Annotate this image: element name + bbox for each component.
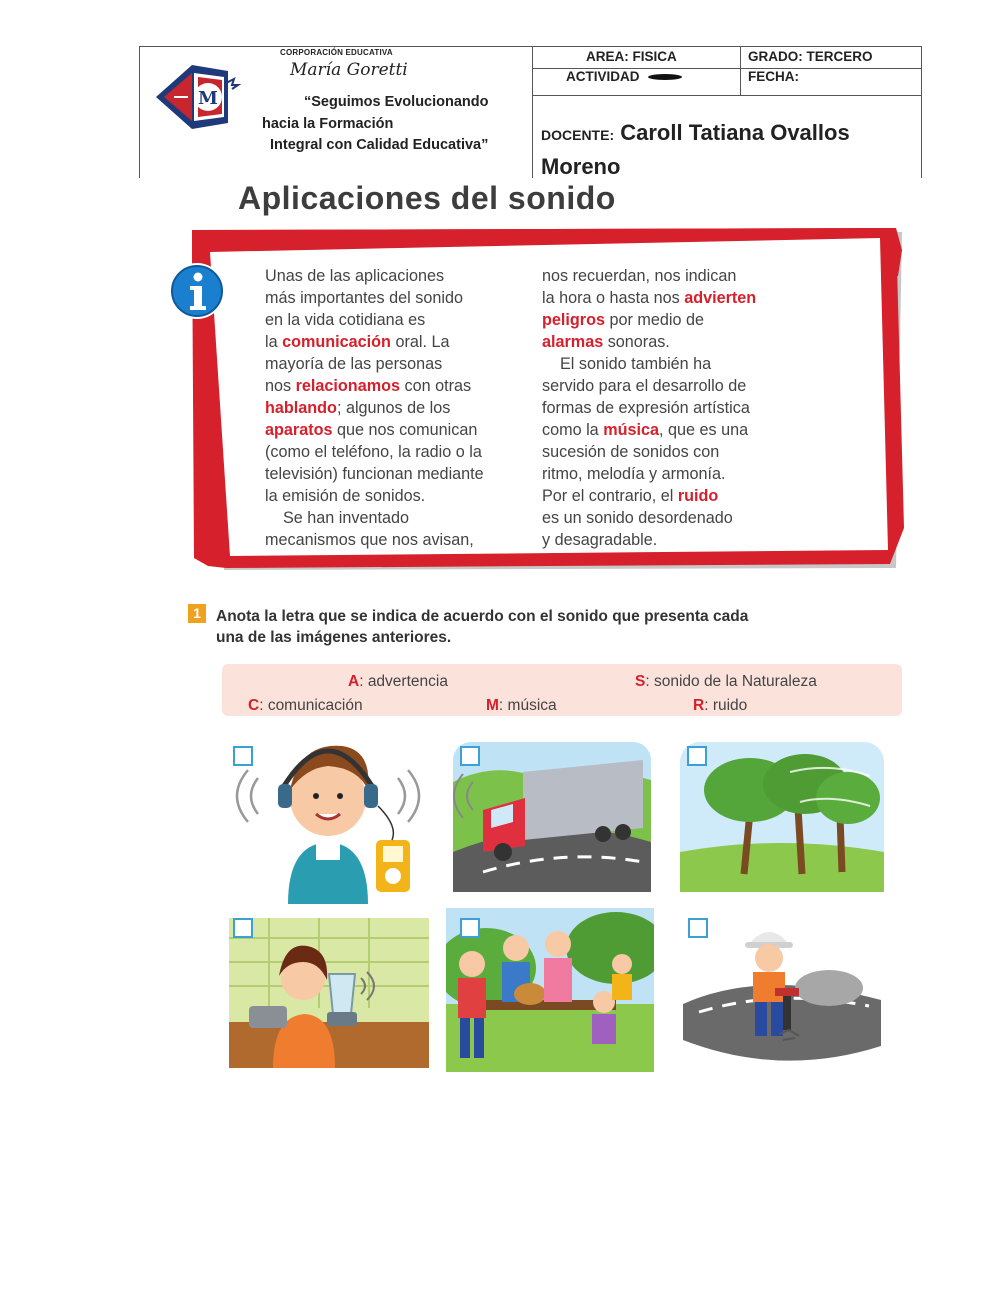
highlighted-keyword: peligros [542,311,605,329]
activity-number-badge: 1 [188,604,206,623]
actividad-mark [648,74,682,80]
info-text-line [265,287,530,309]
legend-item-a [348,673,448,691]
info-text: Se han inventado [265,509,409,527]
page-title: Aplicaciones del sonido [238,180,616,216]
grado-label: GRADO: TERCERO [748,49,873,64]
highlighted-keyword: advierten [684,289,757,307]
info-text: por medio de [604,311,704,329]
activity-instruction [216,606,748,648]
school-logo-icon [152,59,244,135]
fecha-label: FECHA: [748,69,799,84]
info-text: sonoras. [603,333,670,351]
header-table [139,46,922,178]
highlighted-keyword: música [603,421,659,439]
answer-checkbox[interactable] [460,918,480,938]
info-text: la hora o hasta nos [542,289,685,307]
instruction-line: Anota la letra que se indica de acuerdo con el sonido que presenta cada [216,608,749,625]
info-text-line [265,309,530,331]
answer-checkbox[interactable] [688,918,708,938]
highlighted-keyword: relacionamos [295,377,400,395]
school-name: María Goretti [290,60,408,80]
info-text: El sonido también ha [542,355,712,373]
info-text-line [542,375,802,397]
headphones-boy-image [228,728,428,904]
info-text-line [542,441,802,463]
legend-item-m [486,697,557,715]
motto-line: “Seguimos Evolucionando [304,94,489,110]
highlighted-keyword: ruido [677,487,719,505]
highlighted-keyword: comunicación [282,333,391,351]
highlighted-keyword: alarmas [542,333,604,351]
corporation-label: CORPORACIÓN EDUCATIVA [280,48,393,57]
info-text-line [265,507,530,529]
info-text-line [542,287,802,309]
info-text: sucesión de sonidos con [542,443,720,461]
divider [740,47,741,95]
info-text-line [542,507,802,529]
legend-key: C [248,697,260,714]
info-text-line [265,463,530,485]
highlighted-keyword: aparatos [265,421,333,439]
answer-checkbox[interactable] [233,746,253,766]
info-text: en la vida cotidiana es [265,311,426,329]
docente-label: DOCENTE: [541,127,615,143]
legend-box [222,664,902,716]
info-text: es un sonido desordenado [542,509,733,527]
motto-line: Integral con Calidad Educativa” [270,137,489,153]
info-text-line [542,353,802,375]
info-text: más importantes del sonido [265,289,463,307]
info-text-line [265,331,530,353]
info-text-line [542,485,802,507]
info-icon [168,262,226,320]
info-text: formas de expresión artística [542,399,750,417]
info-text: televisión) funcionan mediante [265,465,484,483]
legend-text: : música [498,697,557,714]
info-text-line [542,529,802,551]
windy-trees-image [680,742,884,892]
info-text-line [542,331,802,353]
jackhammer-worker-image [679,904,885,1064]
docente-name: Caroll Tatiana Ovallos Moreno [541,120,850,179]
highlighted-keyword: hablando [265,399,337,417]
info-text: mayoría de las personas [265,355,443,373]
legend-text: : sonido de la Naturaleza [645,673,817,690]
divider [532,95,921,96]
info-text: nos recuerdan, nos indican [542,267,737,285]
answer-checkbox[interactable] [687,746,707,766]
info-text: con otras [399,377,472,395]
info-text: mecanismos que nos avisan, [265,531,474,549]
info-text-line [265,375,530,397]
info-text: que nos comunican [332,421,478,439]
info-text: la emisión de sonidos. [265,487,426,505]
docente-field [541,117,921,183]
legend-key: A [348,673,360,690]
info-text-line [542,265,802,287]
answer-checkbox[interactable] [460,746,480,766]
actividad-field [566,69,682,84]
area-label: AREA: FISICA [586,49,677,64]
info-text-line [542,397,802,419]
motto-line: hacia la Formación [262,115,394,132]
truck-horn-image [453,742,651,892]
info-text-line [265,419,530,441]
legend-item-s [635,673,817,691]
actividad-label: ACTIVIDAD [566,69,640,84]
info-text: como la [542,421,604,439]
info-text: nos [265,377,296,395]
info-text: y desagradable. [542,531,658,549]
blender-girl-image [229,918,429,1068]
info-text-line [265,529,530,551]
info-text-line [265,353,530,375]
info-text-line [265,265,530,287]
legend-item-r [693,697,747,715]
legend-text: : comunicación [259,697,363,714]
answer-checkbox[interactable] [233,918,253,938]
info-text: Unas de las aplicaciones [265,267,445,285]
svg-text:M: M [198,88,218,109]
info-text-line [542,463,802,485]
info-text: Por el contrario, el [542,487,678,505]
legend-key: R [693,697,705,714]
legend-text: : advertencia [359,673,448,690]
info-text: servido para el desarrollo de [542,377,747,395]
info-column-2 [542,265,802,551]
info-column-1 [265,265,530,551]
info-text-line [542,419,802,441]
legend-key: S [635,673,646,690]
instruction-line: una de las imágenes anteriores. [216,629,452,646]
legend-item-c [248,697,363,715]
school-motto [262,92,532,157]
info-text: ritmo, melodía y armonía. [542,465,726,483]
info-text-line [542,309,802,331]
info-text: , que es una [658,421,749,439]
header-info-cell [532,47,921,178]
info-text: ; algunos de los [336,399,451,417]
info-text-line [265,397,530,419]
legend-key: M [486,697,499,714]
info-text-line [265,441,530,463]
info-text-line [265,485,530,507]
info-text: oral. La [390,333,450,351]
info-text: la [265,333,283,351]
info-text: (como el teléfono, la radio o la [265,443,482,461]
legend-text: : ruido [704,697,748,714]
header-school-cell [140,47,533,178]
